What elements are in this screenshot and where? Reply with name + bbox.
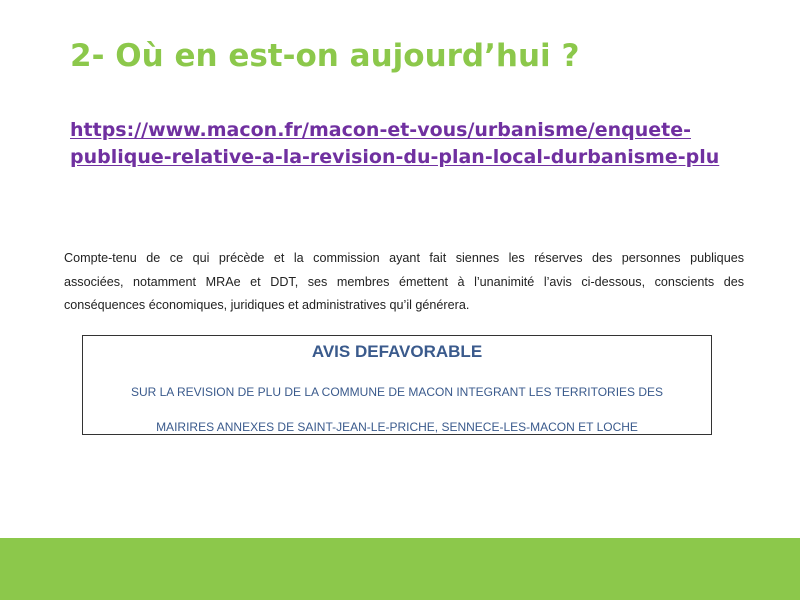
footer-bar — [0, 538, 800, 600]
paragraph-line-1: Compte-tenu de ce qui précède et la commission ayant fait siennes les réserves des personnes publiques — [64, 251, 744, 265]
slide-title: 2- Où en est-on aujourd’hui ? — [70, 38, 580, 74]
avis-line-1: SUR LA REVISION DE PLU DE LA COMMUNE DE MACON INTEGRANT LES TERRITORIES DES — [130, 385, 664, 399]
avis-heading: AVIS DEFAVORABLE — [311, 342, 483, 361]
url-line-1: https://www.macon.fr/macon-et-vous/urbanisme/enquete- — [70, 119, 691, 141]
paragraph-line-3: conséquences économiques, juridiques et administratives qu’il générera. — [64, 298, 470, 312]
url-line-2: publique-relative-a-la-revision-du-plan-local-durbanisme-plu — [70, 146, 720, 168]
paragraph-line-2: associées, notamment MRAe et DDT, ses membres émettent à l’unanimité l’avis ci-dessous, conscients des — [64, 274, 744, 289]
source-url-link[interactable] — [70, 117, 770, 171]
avis-line-2: MAIRIRES ANNEXES DE SAINT-JEAN-LE-PRICHE, SENNECE-LES-MACON ET LOCHE — [156, 420, 638, 434]
avis-box — [82, 335, 712, 435]
document-paragraph — [64, 247, 744, 318]
